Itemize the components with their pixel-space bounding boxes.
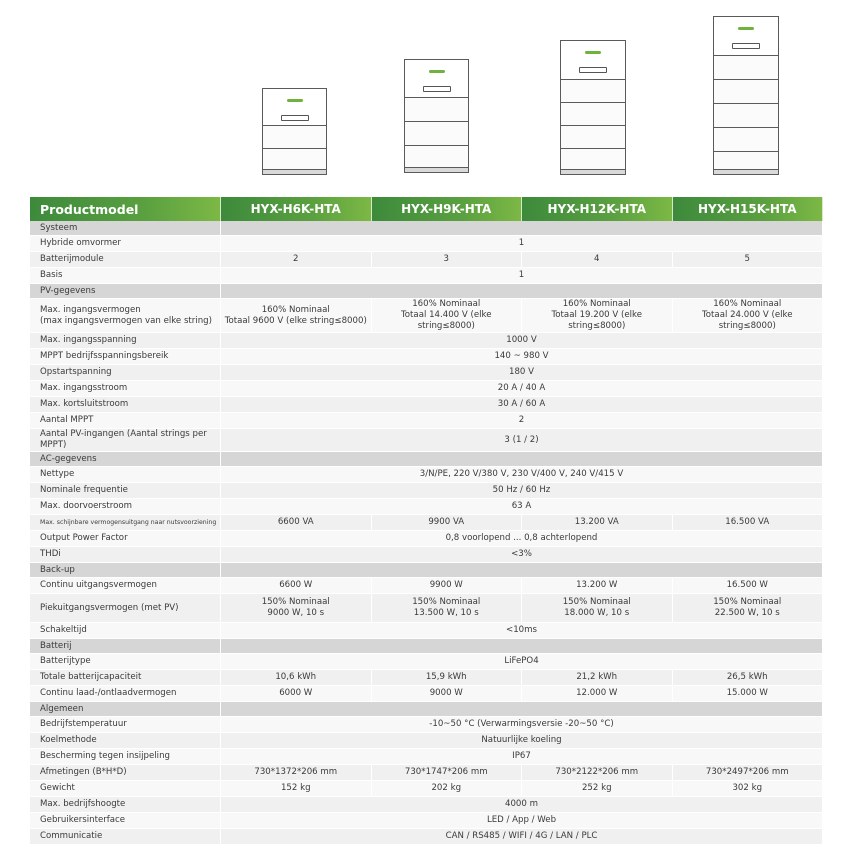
spec-value [221, 594, 372, 623]
product-image-hyx-h12k [560, 40, 626, 175]
spec-value: 16.500 VA [673, 515, 824, 531]
spec-value-line: Totaal 19.200 V (elke string≤8000) [551, 310, 642, 331]
spec-value: 13.200 W [522, 578, 673, 594]
spec-value: 13.200 VA [522, 515, 673, 531]
spec-value: 152 kg [221, 781, 372, 797]
spec-label-line: (max ingangsvermogen van elke string) [40, 315, 212, 326]
section-row [30, 702, 823, 717]
spec-row [30, 813, 823, 829]
spec-value-line: Totaal 14.400 V (elke string≤8000) [401, 310, 492, 331]
spec-value: LED / App / Web [221, 813, 823, 829]
spec-value: 180 V [221, 365, 823, 381]
spec-value: IP67 [221, 749, 823, 765]
spec-value: 9900 VA [372, 515, 523, 531]
spec-value-line: 150% Nominaal [562, 597, 631, 607]
spec-label: Max. schijnbare vermogensuitgang naar nutsvoorziening [30, 515, 221, 531]
spec-row [30, 236, 823, 252]
spec-value: 26,5 kWh [673, 670, 824, 686]
section-fill [221, 452, 823, 467]
spec-row [30, 483, 823, 499]
header-productmodel: Productmodel [30, 197, 221, 221]
section-fill [221, 221, 823, 236]
spec-value-line: 150% Nominaal [713, 597, 782, 607]
spec-value-line: 150% Nominaal [261, 597, 330, 607]
spec-value-line: 150% Nominaal [412, 597, 481, 607]
spec-label: Basis [30, 268, 221, 284]
spec-value: 730*2497*206 mm [673, 765, 824, 781]
section-title: Batterij [30, 639, 221, 654]
spec-label: MPPT bedrijfsspanningsbereik [30, 349, 221, 365]
spec-value: 10,6 kWh [221, 670, 372, 686]
section-title: Algemeen [30, 702, 221, 717]
spec-row [30, 349, 823, 365]
spec-label: Gebruikersinterface [30, 813, 221, 829]
spec-row [30, 749, 823, 765]
spec-value: 0,8 voorlopend ... 0,8 achterlopend [221, 531, 823, 547]
section-title: Systeem [30, 221, 221, 236]
spec-label: Koelmethode [30, 733, 221, 749]
spec-value [372, 299, 523, 333]
spec-label: Bescherming tegen insijpeling [30, 749, 221, 765]
section-row [30, 221, 823, 236]
section-title: AC-gegevens [30, 452, 221, 467]
spec-value: LiFePO4 [221, 654, 823, 670]
spec-value: 1 [221, 268, 823, 284]
spec-label: Max. ingangsstroom [30, 381, 221, 397]
spec-row [30, 499, 823, 515]
spec-value: 30 A / 60 A [221, 397, 823, 413]
spec-value-line: 160% Nominaal [562, 299, 631, 309]
spec-label: Totale batterijcapaciteit [30, 670, 221, 686]
spec-row [30, 252, 823, 268]
spec-row [30, 397, 823, 413]
spec-value: -10~50 °C (Verwarmingsversie -20~50 °C) [221, 717, 823, 733]
spec-table [30, 197, 823, 845]
spec-value: 1000 V [221, 333, 823, 349]
spec-label: Max. bedrijfshoogte [30, 797, 221, 813]
spec-label: THDi [30, 547, 221, 563]
product-image-hyx-h15k [713, 16, 779, 175]
product-image-hyx-h9k [404, 59, 469, 173]
spec-value-line: 160% Nominaal [412, 299, 481, 309]
spec-value: 2 [221, 252, 372, 268]
spec-row [30, 765, 823, 781]
spec-row [30, 578, 823, 594]
section-row [30, 284, 823, 299]
spec-value: 2 [221, 413, 823, 429]
spec-row [30, 547, 823, 563]
spec-row [30, 654, 823, 670]
spec-value: <10ms [221, 623, 823, 639]
header-model: HYX-H9K-HTA [372, 197, 523, 221]
spec-row [30, 594, 823, 623]
spec-value [522, 594, 673, 623]
spec-value: 16.500 W [673, 578, 824, 594]
spec-label: Continu uitgangsvermogen [30, 578, 221, 594]
spec-label: Afmetingen (B*H*D) [30, 765, 221, 781]
spec-value: 730*2122*206 mm [522, 765, 673, 781]
spec-row [30, 781, 823, 797]
spec-value: 6600 VA [221, 515, 372, 531]
spec-value: 21,2 kWh [522, 670, 673, 686]
spec-value: 3/N/PE, 220 V/380 V, 230 V/400 V, 240 V/415 V [221, 467, 823, 483]
spec-row [30, 365, 823, 381]
spec-value: 6000 W [221, 686, 372, 702]
spec-row [30, 733, 823, 749]
header-model: HYX-H12K-HTA [522, 197, 673, 221]
spec-value-line: 13.500 W, 10 s [413, 608, 479, 618]
spec-row [30, 381, 823, 397]
spec-label: Continu laad-/ontlaadvermogen [30, 686, 221, 702]
spec-label: Max. doorvoerstroom [30, 499, 221, 515]
spec-value: 5 [673, 252, 824, 268]
spec-value: 4 [522, 252, 673, 268]
spec-row [30, 467, 823, 483]
spec-label: Nettype [30, 467, 221, 483]
spec-label: Max. kortsluitstroom [30, 397, 221, 413]
spec-value-line: Totaal 9600 V (elke string≤8000) [224, 315, 367, 326]
spec-row [30, 429, 823, 452]
spec-value-line: Totaal 24.000 V (elke string≤8000) [702, 310, 793, 331]
section-fill [221, 702, 823, 717]
spec-value: 15.000 W [673, 686, 824, 702]
section-row [30, 639, 823, 654]
spec-value: 730*1747*206 mm [372, 765, 523, 781]
spec-label [30, 299, 221, 333]
spec-label: Aantal PV-ingangen (Aantal strings per MPPT) [30, 429, 221, 452]
spec-value [221, 299, 372, 333]
spec-value: 252 kg [522, 781, 673, 797]
spec-label-line: Max. ingangsvermogen [40, 304, 141, 315]
spec-value [673, 299, 824, 333]
spec-row [30, 531, 823, 547]
spec-value: 3 (1 / 2) [221, 429, 823, 452]
spec-value [372, 594, 523, 623]
spec-row [30, 829, 823, 845]
spec-value [522, 299, 673, 333]
section-fill [221, 639, 823, 654]
spec-label: Nominale frequentie [30, 483, 221, 499]
section-title: Back-up [30, 563, 221, 578]
spec-value-line: 160% Nominaal [261, 304, 330, 315]
spec-value: Natuurlijke koeling [221, 733, 823, 749]
spec-row [30, 686, 823, 702]
spec-value: 730*1372*206 mm [221, 765, 372, 781]
spec-row [30, 413, 823, 429]
section-row [30, 452, 823, 467]
header-model: HYX-H15K-HTA [673, 197, 824, 221]
spec-value: CAN / RS485 / WIFI / 4G / LAN / PLC [221, 829, 823, 845]
section-title: PV-gegevens [30, 284, 221, 299]
spec-value: 9900 W [372, 578, 523, 594]
spec-value-line: 22.500 W, 10 s [714, 608, 780, 618]
spec-label: Schakeltijd [30, 623, 221, 639]
section-row [30, 563, 823, 578]
section-fill [221, 563, 823, 578]
product-image-hyx-h6k [262, 88, 327, 175]
spec-label: Output Power Factor [30, 531, 221, 547]
spec-value-line: 9000 W, 10 s [267, 608, 325, 618]
spec-value: 6600 W [221, 578, 372, 594]
spec-row [30, 797, 823, 813]
spec-label: Batterijtype [30, 654, 221, 670]
spec-label: Max. ingangsspanning [30, 333, 221, 349]
spec-label: Opstartspanning [30, 365, 221, 381]
spec-value: 63 A [221, 499, 823, 515]
spec-value: 20 A / 40 A [221, 381, 823, 397]
spec-label: Bedrijfstemperatuur [30, 717, 221, 733]
spec-value: 12.000 W [522, 686, 673, 702]
spec-value: 15,9 kWh [372, 670, 523, 686]
spec-value: 302 kg [673, 781, 824, 797]
spec-value-line: 160% Nominaal [713, 299, 782, 309]
spec-row [30, 333, 823, 349]
spec-label: Aantal MPPT [30, 413, 221, 429]
spec-value: 202 kg [372, 781, 523, 797]
spec-label: Communicatie [30, 829, 221, 845]
spec-value-line: 18.000 W, 10 s [564, 608, 630, 618]
spec-value: 140 ~ 980 V [221, 349, 823, 365]
spec-row [30, 717, 823, 733]
section-fill [221, 284, 823, 299]
spec-row [30, 299, 823, 333]
spec-value [673, 594, 824, 623]
spec-table-header [30, 197, 823, 221]
spec-label: Batterijmodule [30, 252, 221, 268]
header-model: HYX-H6K-HTA [221, 197, 372, 221]
spec-value: 9000 W [372, 686, 523, 702]
spec-row [30, 670, 823, 686]
spec-label: Piekuitgangsvermogen (met PV) [30, 594, 221, 623]
spec-value: <3% [221, 547, 823, 563]
spec-value: 50 Hz / 60 Hz [221, 483, 823, 499]
spec-row [30, 268, 823, 284]
product-images [0, 0, 847, 190]
spec-value: 3 [372, 252, 523, 268]
spec-label: Gewicht [30, 781, 221, 797]
spec-value: 4000 m [221, 797, 823, 813]
spec-row [30, 623, 823, 639]
spec-value: 1 [221, 236, 823, 252]
spec-label: Hybride omvormer [30, 236, 221, 252]
spec-row [30, 515, 823, 531]
spec-table-body [30, 221, 823, 845]
